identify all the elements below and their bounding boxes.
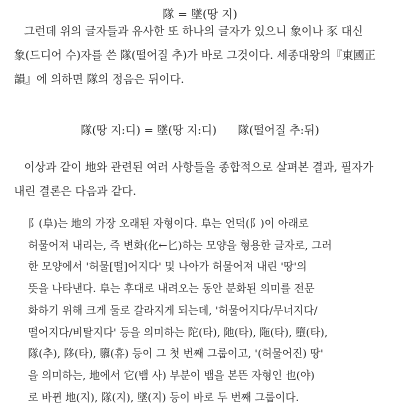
conclusion-line: 한 모양에서 '허물[떨]어지다' 및 나아가 허물어져 내린 '땅'의 <box>28 261 307 274</box>
paragraph-1-line: 그런데 위의 글자들과 유사한 또 하나의 글자가 있으니 象이나 豕 대신 <box>24 25 363 38</box>
paragraph-1-line: 韻』에 의하면 隊의 정음은 뒤이다. <box>14 73 185 86</box>
paragraph-2-line: 이상과 같이 地와 관련된 여러 사항들을 종합적으로 살펴본 결과, 필자가 <box>24 161 374 174</box>
conclusion-line: 阝(阜)는 地의 가장 오래된 자형이다. 阜는 언덕(阝)이 아래로 <box>28 218 309 230</box>
section-heading: 隊 = 墜(땅 지) <box>162 7 238 21</box>
paragraph-2-line: 내린 결론은 다음과 같다. <box>14 185 137 198</box>
paragraph-1-line: 象(드디어 수)자를 쓴 隊(떨어질 추)가 바로 그것이다. 세종대왕의『東國正 <box>14 49 376 62</box>
conclusion-line: 떨어지다/비탈지다' 등을 의미하는 陀(타), 阤(타), 陁(타), 墮(타), <box>28 326 328 339</box>
conclusion-line: 로 바뀐 地(지), 隊(지), 墜(지) 등이 바로 두 번째 그룹이다. <box>28 391 299 404</box>
conclusion-line: 뜻을 나타낸다. 阜는 후대로 내려오는 동안 분화된 의미를 전문 <box>28 283 315 296</box>
paragraph-2 <box>14 156 388 204</box>
conclusion-line: 화하기 위해 크게 둘로 갈라지게 되는데, '허물어지다/무너지다/ <box>28 304 318 317</box>
conclusion-line: 隊(추), 陊(타), 隳(휴) 등이 그 첫 번째 그룹이고, '(허물어진) 땅' <box>28 348 324 361</box>
conclusion-block <box>28 214 384 409</box>
paragraph-1 <box>14 20 388 92</box>
conclusion-line: 을 의미하는, 地에서 它(뱀 사) 부분이 뱀을 본뜬 자형인 也(야) <box>28 369 315 382</box>
conclusion-line: 허물어져 내리는, 즉 변화(化←匕)하는 모양을 형용한 글자로, 그러 <box>28 239 333 252</box>
equation-line: 隊(땅 지:디) = 墜(땅 지:디) 隊(떨어질 추:뒤) <box>80 124 320 137</box>
